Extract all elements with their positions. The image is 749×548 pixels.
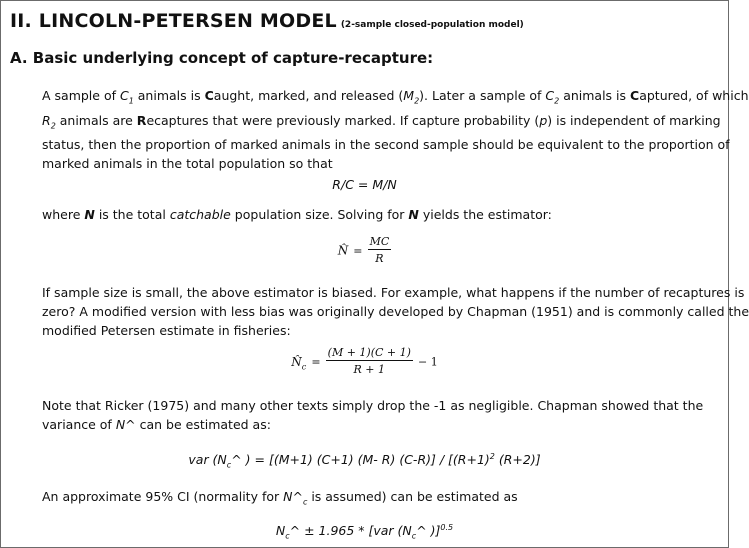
equation-petersen [0,235,729,265]
eq-sign: = [353,244,363,258]
eq-fraction: $\frac{MC}{R}$ [369,235,390,265]
bias-paragraph: If sample size is small, the above estimator is biased. For example, what happens if the number of recaptures is zero? A modified version with less bias was originally developed by Chapman (1951) and is commonly called the modified Petersen estimate in fisheries: [42,285,749,338]
line: marked animals in the total population so that [42,156,333,171]
eq-lhs: N̂ [337,243,349,258]
line: $R_2$ animals are Recaptures that were previously marked. If capture probability (p) is independent of marking [42,112,721,130]
equation-confidence-interval: $N_c\^{} \pm 1.965 * [var$ ($N_c\^{}$ )]$^{0.5}$ [275,523,454,541]
estimator-paragraph: where N is the total catchable population size. Solving for N yields the estimator: [42,207,552,222]
ricker-paragraph: Note that Ricker (1975) and many other texts simply drop the -1 as negligible. Chapman showed that the variance of N^ can be estimated as: [42,398,704,432]
title-subtitle: (2-sample closed-population model) [340,20,524,30]
title-text: II. LINCOLN-PETERSEN MODEL [10,10,337,32]
page-title [10,10,524,32]
equation-chapman: $N̂_c$ = $\frac{(M + 1)(C + 1)}{R + 1}$ − 1 [291,346,438,376]
section-heading: A. Basic underlying concept of capture-recapture: [10,49,434,67]
intro-paragraph [42,86,749,173]
equation-ratio: R/C = M/N [332,177,397,192]
equation-variance: var ($N_c\^{}$ ) = [(M+1) (C+1) (M- R) $(C-R)] / [(R+1)^2$ (R+2)] [188,452,541,470]
line: status, then the proportion of marked animals in the second sample should be equivalent to the proportion of [42,137,730,152]
line: A sample of $C_1$ animals is Caught, marked, and released $(M_2)$. Later a sample of $C_2$ animals is Captured, of which [42,88,749,106]
eq-lhs: $N̂_c$ [291,354,307,371]
eq-fraction: $\frac{(M + 1)(C + 1)}{R + 1}$ [327,346,411,376]
ci-paragraph: An approximate 95% CI (normality for $N\^{}_c$ is assumed) can be estimated as [42,489,518,507]
